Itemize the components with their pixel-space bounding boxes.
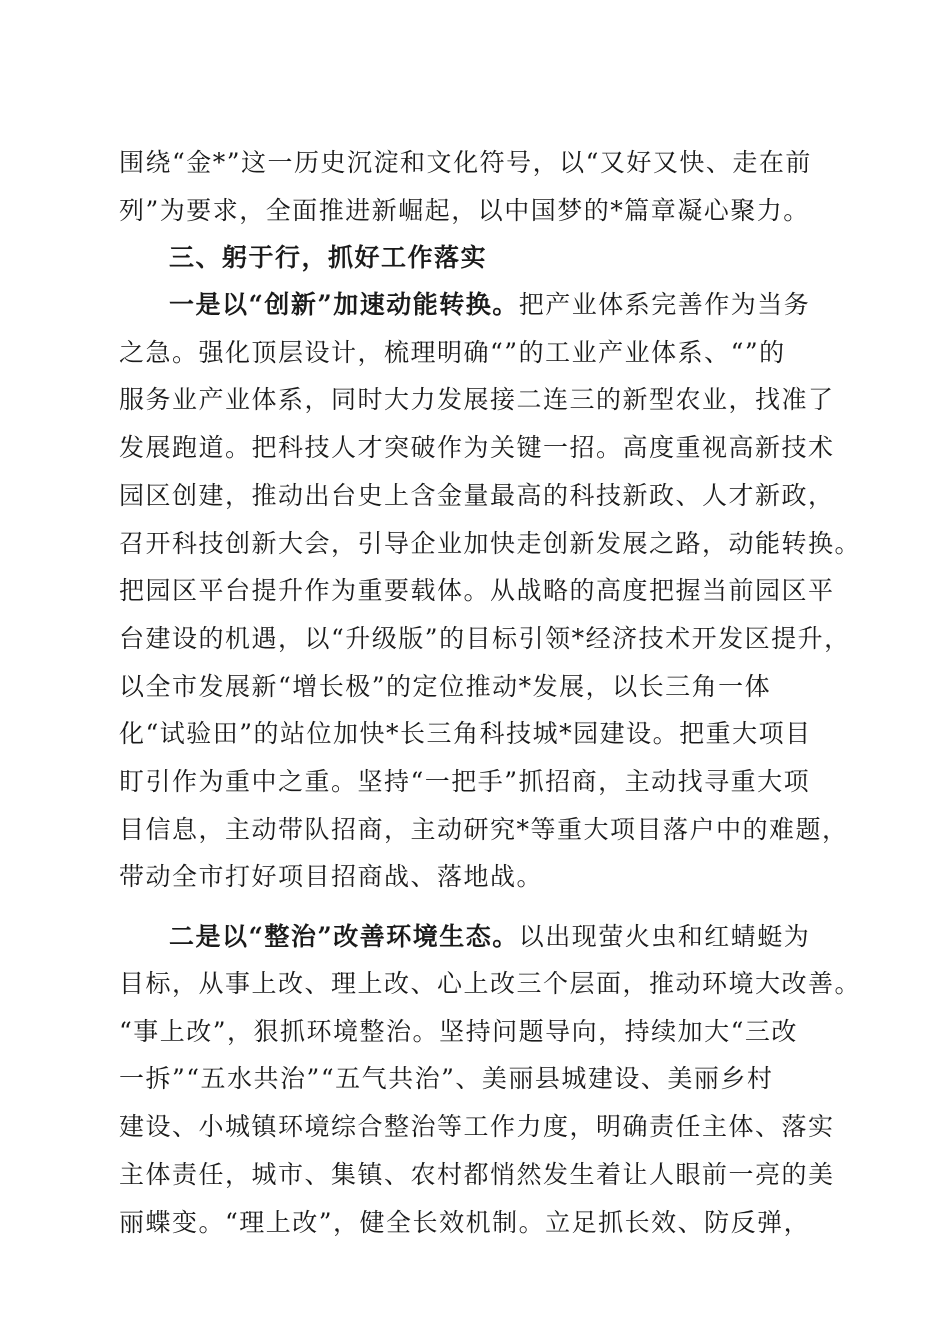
paragraph1-line: 之急。强化顶层设计，梳理明确“”的工业产业体系、“”的: [119, 338, 786, 367]
paragraph2-line: “事上改”，狠抓环境整治。坚持问题导向，持续加大“三改: [119, 1017, 798, 1046]
paragraph1-line: 盯引作为重中之重。坚持“一把手”抓招商，主动找寻重大项: [119, 767, 811, 796]
paragraph2-lead: 二是以“整治”改善环境生态。: [169, 922, 519, 951]
paragraph1-line: 园区创建，推动出台史上含金量最高的科技新政、人才新政，: [119, 481, 835, 510]
paragraph1-first-line: [169, 288, 810, 322]
paragraph1-line: 化“试验田”的站位加快*长三角科技城*园建设。把重大项目: [119, 719, 812, 748]
intro-line-1: 围绕“金*”这一历史沉淀和文化符号，以“又好又快、走在前: [119, 148, 812, 177]
paragraph1-line: 服务业产业体系，同时大力发展接二连三的新型农业，找准了: [119, 385, 835, 414]
paragraph1-line: 带动全市打好项目招商战、落地战。: [119, 862, 544, 891]
section-heading: 三、躬于行，抓好工作落实: [169, 243, 488, 272]
paragraph1-lead: 一是以“创新”加速动能转换。: [169, 290, 519, 319]
paragraph1-line: 发展跑道。把科技人才突破作为关键一招。高度重视高新技术: [119, 433, 835, 462]
paragraph1-first-line-rest: 把产业体系完善作为当务: [518, 290, 811, 319]
paragraph2-line: 丽蝶变。“理上改”，健全长效机制。立足抓长效、防反弹，: [119, 1208, 811, 1237]
paragraph2-line: 一拆”“五水共治”“五气共治”、美丽县城建设、美丽乡村: [119, 1064, 774, 1093]
paragraph2-first-line-rest: 以出现萤火虫和红蜻蜓为: [518, 922, 811, 951]
paragraph2-line: 主体责任，城市、集镇、农村都悄然发生着让人眼前一亮的美: [119, 1160, 835, 1189]
paragraph1-line: 以全市发展新“增长极”的定位推动*发展，以长三角一体: [119, 672, 772, 701]
paragraph1-line: 召开科技创新大会，引导企业加快走创新发展之路，动能转换。: [119, 529, 862, 558]
paragraph1-line: 把园区平台提升作为重要载体。从战略的高度把握当前园区平: [119, 576, 835, 605]
paragraph2-line: 目标，从事上改、理上改、心上改三个层面，推动环境大改善。: [119, 969, 862, 998]
paragraph2-first-line: [169, 920, 810, 954]
paragraph1-line: 台建设的机遇，以“升级版”的目标引领*经济技术开发区提升，: [119, 624, 851, 653]
paragraph1-line: 目信息，主动带队招商，主动研究*等重大项目落户中的难题，: [119, 815, 849, 844]
intro-line-2: 列”为要求，全面推进新崛起，以中国梦的*篇章凝心聚力。: [119, 196, 810, 225]
paragraph2-line: 建设、小城镇环境综合整治等工作力度，明确责任主体、落实: [119, 1112, 835, 1141]
